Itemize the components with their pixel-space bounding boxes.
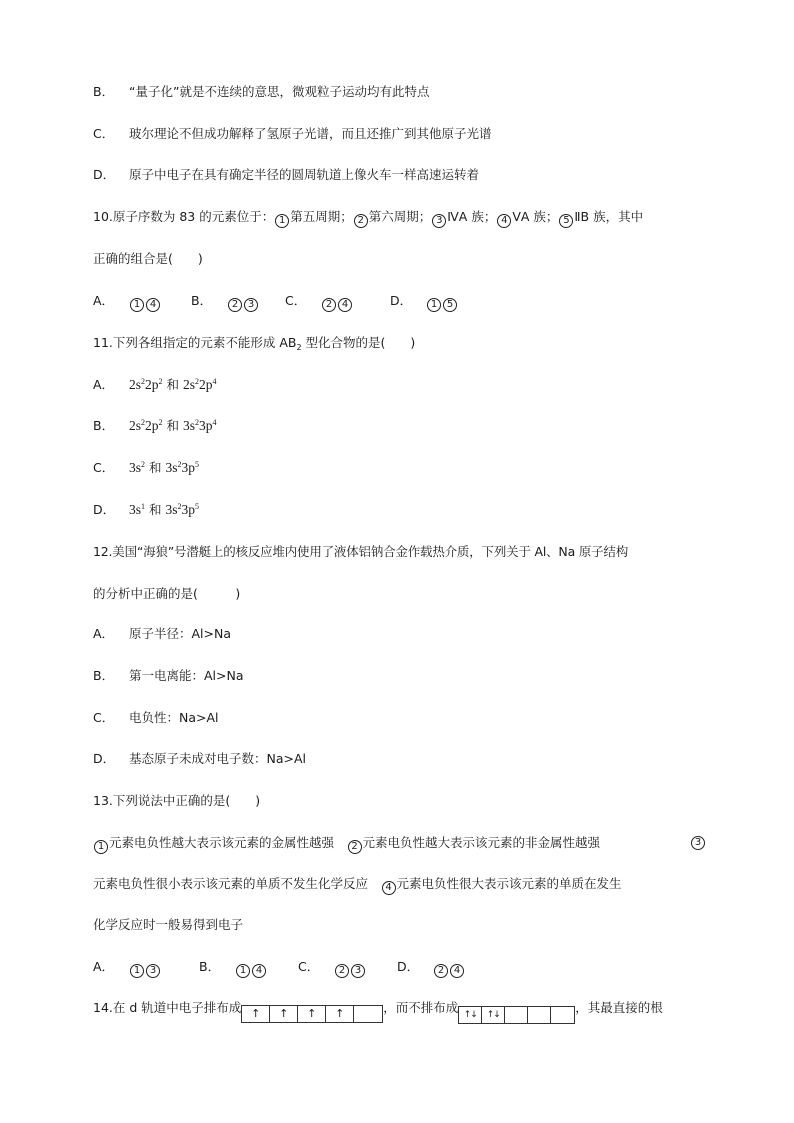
connector-text: 和 — [145, 502, 166, 517]
q10-option-b — [191, 289, 259, 313]
circled-number: 1 — [130, 298, 144, 312]
option-label: B． — [191, 293, 213, 308]
q12-stem-text: 12.美国“海狼”号潜艇上的核反应堆内使用了液体铝钠合金作载热介质，下列关于 Al、Na 原子结构 — [93, 544, 629, 559]
q10-stem-line1 — [93, 205, 706, 229]
circled-number: 2 — [348, 840, 362, 854]
circled-number: 4 — [497, 214, 511, 228]
q13-option-a — [93, 955, 161, 979]
circled-number: 1 — [236, 964, 250, 978]
circled-number: 4 — [146, 298, 160, 312]
orbital-term: 3s — [182, 418, 195, 433]
circled-number: 4 — [450, 964, 464, 978]
orbital-box: ↑↓ — [482, 1007, 505, 1023]
q13-statement-text: 元素电负性很大表示该元素的单质在发生 — [396, 876, 622, 891]
subscript: 2 — [296, 343, 302, 352]
q14-stem-text: 14.在 d 轨道中电子排布成 — [93, 1000, 242, 1015]
q13-statement-text: 元素电负性很小表示该元素的单质不发生化学反应 — [93, 876, 381, 891]
orbital-term: 3s — [129, 502, 142, 517]
option-label: D． — [93, 167, 116, 182]
circled-number: 5 — [443, 298, 457, 312]
orbital-box: ↑↓ — [459, 1007, 482, 1023]
orbital-box — [505, 1007, 528, 1023]
q13-stem-text: 13.下列说法中正确的是( ) — [93, 793, 261, 808]
orbital-term: 3s — [165, 502, 178, 517]
orbital-term: 3s — [129, 460, 142, 475]
q11-stem-text: 11.下列各组指定的元素不能形成 AB — [93, 335, 297, 350]
superscript: 2 — [194, 418, 199, 427]
orbital-term: 2s — [182, 377, 195, 392]
circled-number: 3 — [691, 836, 705, 850]
q12-stem-line1 — [93, 540, 706, 564]
option-label: B． — [93, 668, 115, 683]
q11-stem-text: 型化合物的是( ) — [301, 335, 416, 350]
option-label: B． — [199, 959, 221, 974]
q9-option-d — [93, 163, 706, 187]
q10-option-d — [390, 289, 458, 313]
superscript: 2 — [158, 377, 163, 386]
circled-number: 2 — [322, 298, 336, 312]
q13-option-c — [298, 955, 366, 979]
q13-stem — [93, 789, 706, 813]
orbital-box — [354, 1006, 382, 1022]
q13-option-d — [397, 955, 465, 979]
orbital-term: 2p — [145, 418, 159, 433]
orbital-box — [528, 1007, 551, 1023]
q10-stem-text: 正确的组合是( ) — [93, 251, 203, 266]
connector-text: 和 — [162, 377, 183, 392]
circled-number: 1 — [427, 298, 441, 312]
q10-choice-text: ⅡB 族，其中 — [574, 209, 644, 224]
circled-number: 1 — [130, 964, 144, 978]
q14-stem — [93, 996, 706, 1020]
option-label: B． — [93, 84, 115, 99]
q11-option-d — [93, 498, 706, 522]
option-text: 基态原子未成对电子数：Na>Al — [129, 751, 307, 766]
superscript: 1 — [141, 502, 146, 511]
q10-option-a — [93, 289, 161, 313]
orbital-term: 2p — [198, 377, 213, 392]
circled-number: 2 — [335, 964, 349, 978]
q12-option-a — [93, 622, 706, 646]
q13-statement-line1 — [93, 831, 706, 855]
circled-number: 3 — [244, 298, 258, 312]
superscript: 2 — [141, 377, 146, 386]
orbital-term: 2s — [129, 377, 142, 392]
orbital-box: ↑ — [298, 1006, 326, 1022]
orbital-term: 3s — [165, 460, 178, 475]
circled-number: 1 — [94, 840, 108, 854]
q10-stem-line2 — [93, 247, 706, 271]
q13-options — [93, 955, 706, 979]
q10-choice-text: ⅣA 族； — [447, 209, 497, 224]
superscript: 2 — [141, 460, 146, 469]
orbital-term: 3p — [181, 502, 195, 517]
superscript: 2 — [194, 377, 199, 386]
option-label: A． — [93, 377, 115, 392]
q9-option-c — [93, 122, 706, 146]
q13-statement-line2 — [93, 872, 706, 896]
option-text: “量子化”就是不连续的意思，微观粒子运动均有此特点 — [129, 84, 430, 99]
q10-choice-text: 第五周期； — [290, 209, 353, 224]
orbital-box: ↑ — [270, 1006, 298, 1022]
orbital-diagram-paired — [458, 1006, 575, 1024]
q12-option-d — [93, 747, 706, 771]
circled-number: 4 — [338, 298, 352, 312]
circled-number: 3 — [351, 964, 365, 978]
connector-text: 和 — [162, 418, 183, 433]
circled-number: 2 — [354, 214, 368, 228]
q10-option-c — [285, 289, 353, 313]
circled-number: 3 — [432, 214, 446, 228]
q13-statement-text: 元素电负性越大表示该元素的非金属性越强 — [362, 835, 613, 850]
q10-choice-text: 第六周期； — [368, 209, 432, 224]
q11-option-a — [93, 373, 706, 397]
superscript: 2 — [177, 502, 182, 511]
option-label: C． — [93, 460, 115, 475]
option-label: C． — [285, 293, 307, 308]
option-text: 玻尔理论不但成功解释了氢原子光谱，而且还推广到其他原子光谱 — [129, 126, 492, 141]
orbital-term: 3p — [181, 460, 195, 475]
option-text: 原子中电子在具有确定半径的圆周轨道上像火车一样高速运转着 — [129, 167, 480, 182]
option-label: D． — [93, 502, 116, 517]
orbital-term: 2s — [129, 418, 142, 433]
q13-option-b — [199, 955, 267, 979]
q14-stem-text: ，而不排布成 — [383, 1000, 459, 1015]
option-label: D． — [397, 959, 420, 974]
circled-number: 3 — [146, 964, 160, 978]
q12-option-c — [93, 706, 706, 730]
option-label: C． — [93, 710, 115, 725]
circled-number: 4 — [382, 881, 396, 895]
option-label: A． — [93, 293, 115, 308]
q12-option-b — [93, 664, 706, 688]
option-label: A． — [93, 959, 115, 974]
q9-option-b — [93, 80, 706, 104]
circled-number: 2 — [228, 298, 242, 312]
orbital-box — [551, 1007, 574, 1023]
circled-number: 2 — [434, 964, 448, 978]
q10-options — [93, 289, 706, 313]
superscript: 4 — [212, 377, 217, 386]
circled-number: 1 — [275, 214, 289, 228]
superscript: 2 — [141, 418, 146, 427]
option-label: C． — [93, 126, 115, 141]
connector-text: 和 — [145, 460, 166, 475]
option-label: B． — [93, 418, 115, 433]
q10-choice-text: ⅤA 族； — [512, 209, 559, 224]
orbital-term: 2p — [145, 377, 159, 392]
circled-number: 5 — [559, 214, 573, 228]
q13-statement-text: 化学反应时一般易得到电子 — [93, 917, 244, 932]
q10-stem-prefix: 10.原子序数为 83 的元素位于： — [93, 209, 275, 224]
option-label: D． — [390, 293, 413, 308]
q11-stem — [93, 331, 706, 355]
superscript: 5 — [194, 460, 199, 469]
orbital-term: 3p — [198, 418, 213, 433]
circled-number: 4 — [252, 964, 266, 978]
option-text: 第一电离能：Al>Na — [129, 668, 244, 683]
q11-option-c — [93, 456, 706, 480]
superscript: 4 — [212, 418, 217, 427]
option-label: A． — [93, 626, 115, 641]
q13-statement-line3 — [93, 913, 706, 937]
q14-stem-text: ，其最直接的根 — [575, 1000, 663, 1015]
q12-stem-line2 — [93, 582, 706, 606]
orbital-box: ↑ — [326, 1006, 354, 1022]
q13-statement-text: 元素电负性越大表示该元素的金属性越强 — [109, 835, 347, 850]
q11-option-b — [93, 414, 706, 438]
superscript: 2 — [177, 460, 182, 469]
q12-stem-text: 的分析中正确的是( ) — [93, 586, 241, 601]
superscript: 2 — [158, 418, 163, 427]
orbital-box: ↑ — [242, 1006, 270, 1022]
option-text: 电负性：Na>Al — [129, 710, 219, 725]
option-label: D． — [93, 751, 116, 766]
option-label: C． — [298, 959, 320, 974]
option-text: 原子半径：Al>Na — [129, 626, 232, 641]
superscript: 5 — [194, 502, 199, 511]
orbital-diagram-parallel — [241, 1005, 383, 1023]
